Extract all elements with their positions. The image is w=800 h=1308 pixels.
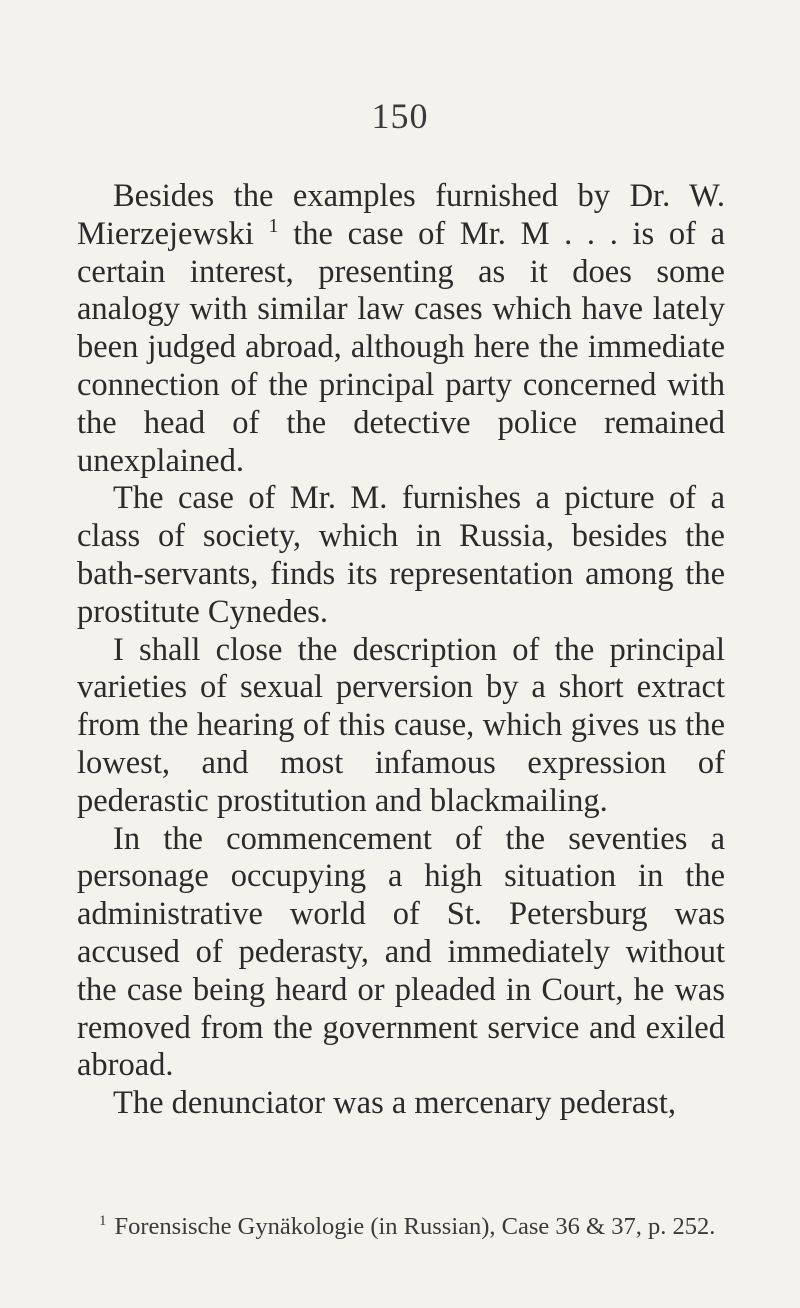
footnote-reference: 1 bbox=[268, 214, 279, 237]
footnote-text: Forensische Gynäkologie (in Russian), Case 36 & 37, p. 252. bbox=[114, 1213, 716, 1240]
paragraph-3: I shall close the description of the principal varieties of sexual perversion by a short extract from the hearing of this cause, which gives us the lowest, and most infamous expression of pederastic prostitution and blackmailing. bbox=[77, 631, 725, 819]
paragraph-1-text-a: Besides the examples furnished by Dr. W. Mierzejewski bbox=[77, 178, 725, 252]
paragraph-4: In the commencement of the seventies a personage occupying a high situation in the administrative world of St. Petersburg was accused of pederasty, and immediately without the case being heard or pleaded in Court, he was removed from the government service and exiled abroad. bbox=[77, 820, 725, 1084]
footnote-mark: 1 bbox=[99, 1212, 107, 1229]
paragraph-1-text-b: the case of Mr. M . . . is of a certain interest, presenting as it does some analogy with similar law cases which have lately been judged abroad, although here the immediate connection of the principal party concerned with the head of the detective police remained unexplained. bbox=[77, 215, 725, 479]
page-number: 150 bbox=[371, 96, 429, 136]
paragraph-1 bbox=[77, 178, 725, 480]
paragraph-2: The case of Mr. M. furnishes a picture of a class of society, which in Russia, besides the bath-servants, finds its representation among the prostitute Cynedes. bbox=[77, 480, 725, 630]
footnote bbox=[77, 1213, 725, 1241]
body-text bbox=[77, 178, 725, 1123]
paragraph-5: The denunciator was a mercenary pederast, bbox=[113, 1085, 677, 1122]
